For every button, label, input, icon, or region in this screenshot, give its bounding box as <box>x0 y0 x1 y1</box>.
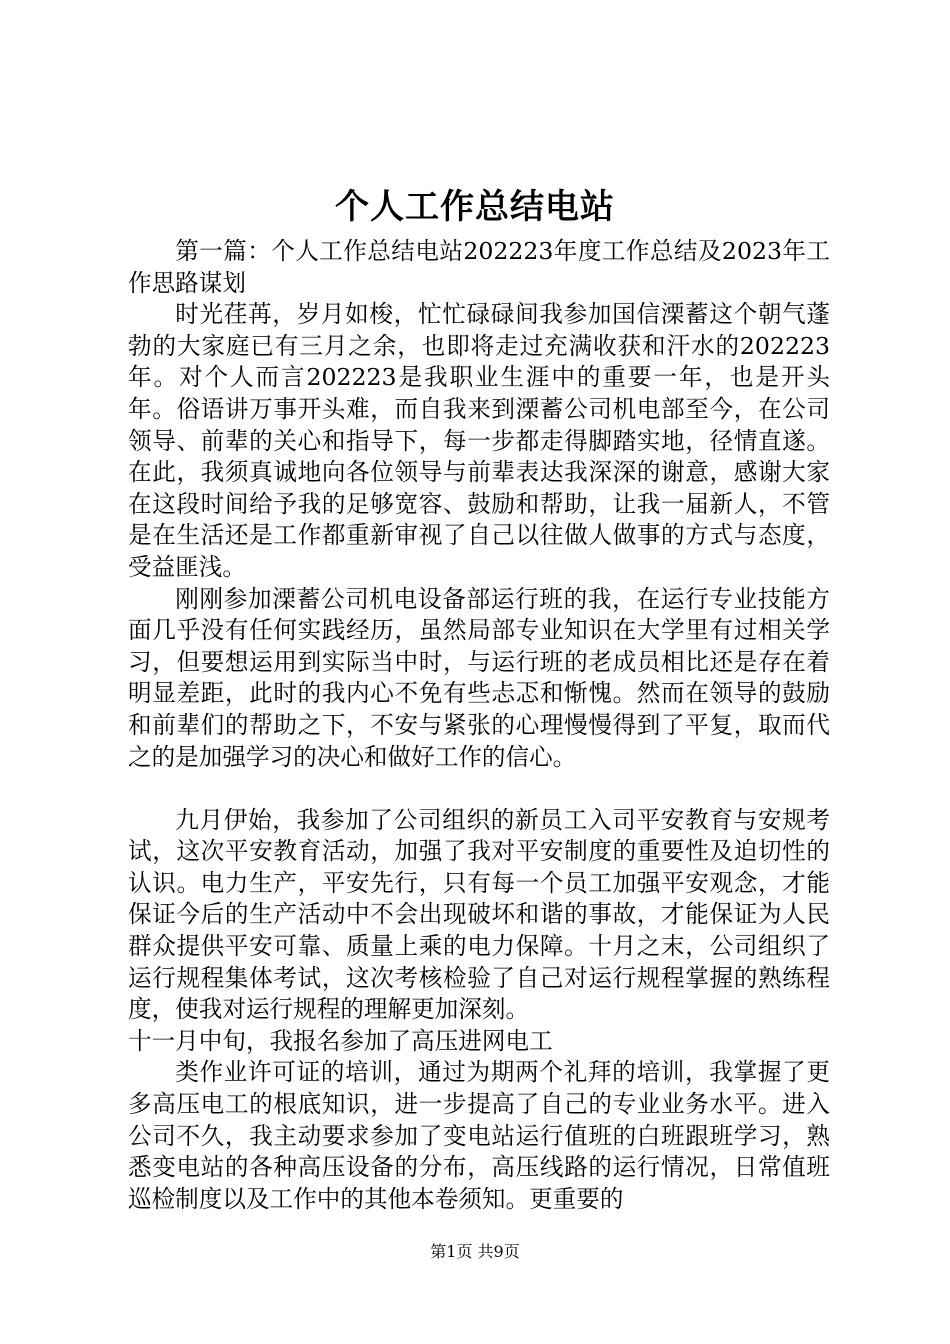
paragraph: 类作业许可证的培训，通过为期两个礼拜的培训，我掌握了更多高压电工的根底知识，进一步提高了自己的专业业务水平。进入公司不久，我主动要求参加了变电站运行值班的白班跟班学习，熟悉变电站的各种高压设备的分布，高压线路的运行情况，日常值班巡检制度以及工作中的其他本卷须知。更重要的 <box>128 1058 830 1213</box>
document-body <box>128 236 830 1215</box>
paragraph-heading: 第一篇：个人工作总结电站202223年度工作总结及2023年工作思路谋划 <box>128 237 830 297</box>
paragraph: 九月伊始，我参加了公司组织的新员工入司平安教育与安规考试，这次平安教育活动，加强了我对平安制度的重要性及迫切性的认识。电力生产，平安先行，只有每一个员工加强平安观念，才能保证今后的生产活动中不会出现破坏和谐的事故，才能保证为人民群众提供平安可靠、质量上乘的电力保障。十月之末，公司组织了运行规程集体考试，这次考核检验了自己对运行规程掌握的熟练程度，使我对运行规程的理解更加深刻。 <box>128 805 830 1024</box>
paragraph: 时光荏苒，岁月如梭，忙忙碌碌间我参加国信溧蓄这个朝气蓬勃的大家庭已有三月之余，也即将走过充满收获和汗水的202223年。对个人而言202223是我职业生涯中的重要一年，也是开头年。俗语讲万事开头难，而自我来到溧蓄公司机电部至今，在公司领导、前辈的关心和指导下，每一步都走得脚踏实地，径情直遂。在此，我须真诚地向各位领导与前辈表达我深深的谢意，感谢大家在这段时间给予我的足够宽容、鼓励和帮助，让我一届新人，不管是在生活还是工作都重新审视了自己以往做人做事的方式与态度，受益匪浅。 <box>128 300 830 581</box>
page-number-footer: 第1页 共9页 <box>430 1242 520 1261</box>
paragraph: 刚刚参加溧蓄公司机电设备部运行班的我，在运行专业技能方面几乎没有任何实践经历，虽然局部专业知识在大学里有过相关学习，但要想运用到实际当中时，与运行班的老成员相比还是存在着明显差距，此时的我内心不免有些忐忑和惭愧。然而在领导的鼓励和前辈们的帮助之下，不安与紧张的心理慢慢得到了平复，取而代之的是加强学习的决心和做好工作的信心。 <box>128 584 830 771</box>
paragraph: 十一月中旬，我报名参加了高压进网电工 <box>128 1026 553 1055</box>
document-title: 个人工作总结电站 <box>335 187 615 227</box>
